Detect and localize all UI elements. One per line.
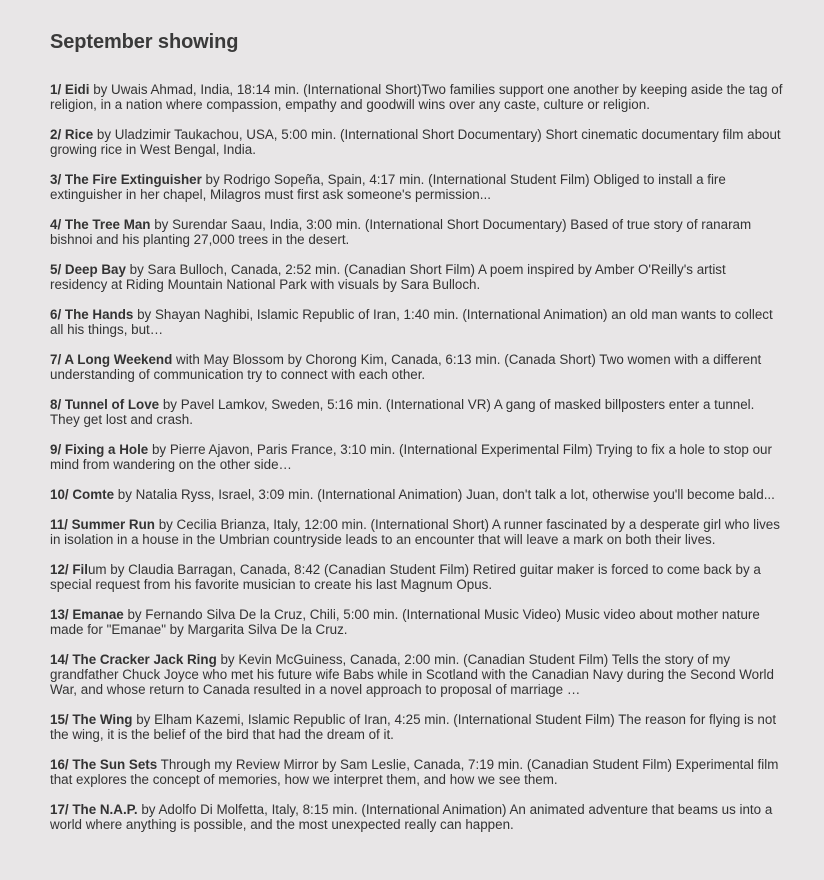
film-title: The Sun Sets <box>72 757 158 772</box>
film-details: by Fernando Silva De la Cruz, Chili, 5:00 min. (International Music Video) Music video about mother nature made for "Emanae" by Margarita Silva De la Cruz. <box>50 607 760 637</box>
film-entry <box>50 307 784 337</box>
film-number: 17/ <box>50 802 69 817</box>
film-heading <box>50 217 150 232</box>
film-title: Eidi <box>64 82 90 97</box>
film-heading <box>50 712 133 727</box>
film-details: by Elham Kazemi, Islamic Republic of Iran, 4:25 min. (International Student Film) The reason for flying is not the wing, it is the belief of the bird that had the dream of it. <box>50 712 777 742</box>
film-list <box>50 82 784 832</box>
film-number: 7/ <box>50 352 62 367</box>
film-title: The Hands <box>64 307 134 322</box>
film-entry <box>50 442 784 472</box>
film-details: by Rodrigo Sopeña, Spain, 4:17 min. (International Student Film) Obliged to install a fire extinguisher in her chapel, Milagros must first ask someone's permission... <box>50 172 726 202</box>
film-title: Deep Bay <box>64 262 126 277</box>
film-title: The Tree Man <box>64 217 151 232</box>
film-entry <box>50 262 784 292</box>
film-heading <box>50 607 124 622</box>
film-heading <box>50 172 202 187</box>
film-entry <box>50 607 784 637</box>
film-heading <box>50 517 155 532</box>
film-details: Through my Review Mirror by Sam Leslie, Canada, 7:19 min. (Canadian Student Film) Experimental film that explores the concept of memories, how we interpret them, and how we see them. <box>50 757 779 787</box>
film-entry <box>50 352 784 382</box>
film-title: Emanae <box>72 607 124 622</box>
film-title: The N.A.P. <box>72 802 138 817</box>
film-details: by Uladzimir Taukachou, USA, 5:00 min. (International Short Documentary) Short cinematic documentary film about growing rice in West Bengal, India. <box>50 127 781 157</box>
film-details: by Sara Bulloch, Canada, 2:52 min. (Canadian Short Film) A poem inspired by Amber O'Reilly's artist residency at Riding Mountain National Park with visuals by Sara Bulloch. <box>50 262 726 292</box>
film-title: Fixing a Hole <box>64 442 149 457</box>
film-number: 14/ <box>50 652 69 667</box>
film-heading <box>50 442 148 457</box>
film-entry <box>50 517 784 547</box>
film-title: Comte <box>72 487 115 502</box>
film-heading <box>50 82 89 97</box>
film-heading <box>50 307 133 322</box>
film-number: 10/ <box>50 487 69 502</box>
film-number: 16/ <box>50 757 69 772</box>
film-details: with May Blossom by Chorong Kim, Canada, 6:13 min. (Canada Short) Two women with a different understanding of communication try to connect with each other. <box>50 352 762 382</box>
film-details: by Cecilia Brianza, Italy, 12:00 min. (International Short) A runner fascinated by a desperate girl who lives in isolation in a house in the Umbrian countryside leads to an encounter that will leave a mark on both their lives. <box>50 517 780 547</box>
film-number: 15/ <box>50 712 69 727</box>
page-title: September showing <box>50 31 239 53</box>
film-title: Tunnel of Love <box>64 397 160 412</box>
film-number: 6/ <box>50 307 62 322</box>
film-title: Rice <box>64 127 94 142</box>
film-title: The Fire Extinguisher <box>64 172 202 187</box>
film-heading <box>50 352 172 367</box>
film-entry <box>50 172 784 202</box>
film-entry <box>50 652 784 697</box>
film-entry <box>50 712 784 742</box>
film-entry <box>50 757 784 787</box>
film-entry <box>50 487 784 502</box>
film-entry <box>50 82 784 112</box>
film-title: A Long Weekend <box>64 352 173 367</box>
film-details: by Adolfo Di Molfetta, Italy, 8:15 min. (International Animation) An animated adventure that beams us into a world where anything is possible, and the most unexpected really can happen. <box>50 802 773 832</box>
film-heading <box>50 397 159 412</box>
film-number: 2/ <box>50 127 62 142</box>
film-heading <box>50 802 138 817</box>
film-number: 5/ <box>50 262 62 277</box>
film-title: Summer Run <box>71 517 155 532</box>
film-number: 4/ <box>50 217 62 232</box>
film-entry <box>50 562 784 592</box>
film-details: um by Claudia Barragan, Canada, 8:42 (Canadian Student Film) Retired guitar maker is forced to come back by a special request from his favorite musician to create his last Magnum Opus. <box>50 562 761 592</box>
film-title: Fil <box>72 562 88 577</box>
film-heading <box>50 262 126 277</box>
film-number: 1/ <box>50 82 62 97</box>
film-title: The Cracker Jack Ring <box>72 652 217 667</box>
film-details: by Uwais Ahmad, India, 18:14 min. (International Short)Two families support one another by keeping aside the tag of religion, in a nation where compassion, empathy and goodwill wins over any caste, culture or religion. <box>50 82 783 112</box>
film-number: 9/ <box>50 442 62 457</box>
film-number: 12/ <box>50 562 69 577</box>
film-heading <box>50 487 114 502</box>
film-details: by Pavel Lamkov, Sweden, 5:16 min. (International VR) A gang of masked billposters enter a tunnel. They get lost and crash. <box>50 397 755 427</box>
film-number: 13/ <box>50 607 69 622</box>
film-title: The Wing <box>72 712 133 727</box>
film-entry <box>50 127 784 157</box>
film-details: by Pierre Ajavon, Paris France, 3:10 min. (International Experimental Film) Trying to fix a hole to stop our mind from wandering on the other side… <box>50 442 772 472</box>
film-heading <box>50 562 88 577</box>
film-entry <box>50 802 784 832</box>
film-details: by Kevin McGuiness, Canada, 2:00 min. (Canadian Student Film) Tells the story of my grandfather Chuck Joyce who met his future wife Babs while in Scotland with the Canadian Navy during the Second World War, and whose return to Canada resulted in a novel approach to proposal of marriage … <box>50 652 774 697</box>
film-heading <box>50 757 157 772</box>
film-number: 3/ <box>50 172 62 187</box>
film-details: by Natalia Ryss, Israel, 3:09 min. (International Animation) Juan, don't talk a lot, otherwise you'll become bald... <box>114 487 775 502</box>
film-heading <box>50 652 217 667</box>
film-number: 11/ <box>50 517 68 532</box>
film-details: by Surendar Saau, India, 3:00 min. (International Short Documentary) Based of true story of ranaram bishnoi and his planting 27,000 trees in the desert. <box>50 217 752 247</box>
film-entry <box>50 397 784 427</box>
film-entry <box>50 217 784 247</box>
film-details: by Shayan Naghibi, Islamic Republic of Iran, 1:40 min. (International Animation) an old man wants to collect all his things, but… <box>50 307 773 337</box>
film-number: 8/ <box>50 397 62 412</box>
film-heading <box>50 127 93 142</box>
